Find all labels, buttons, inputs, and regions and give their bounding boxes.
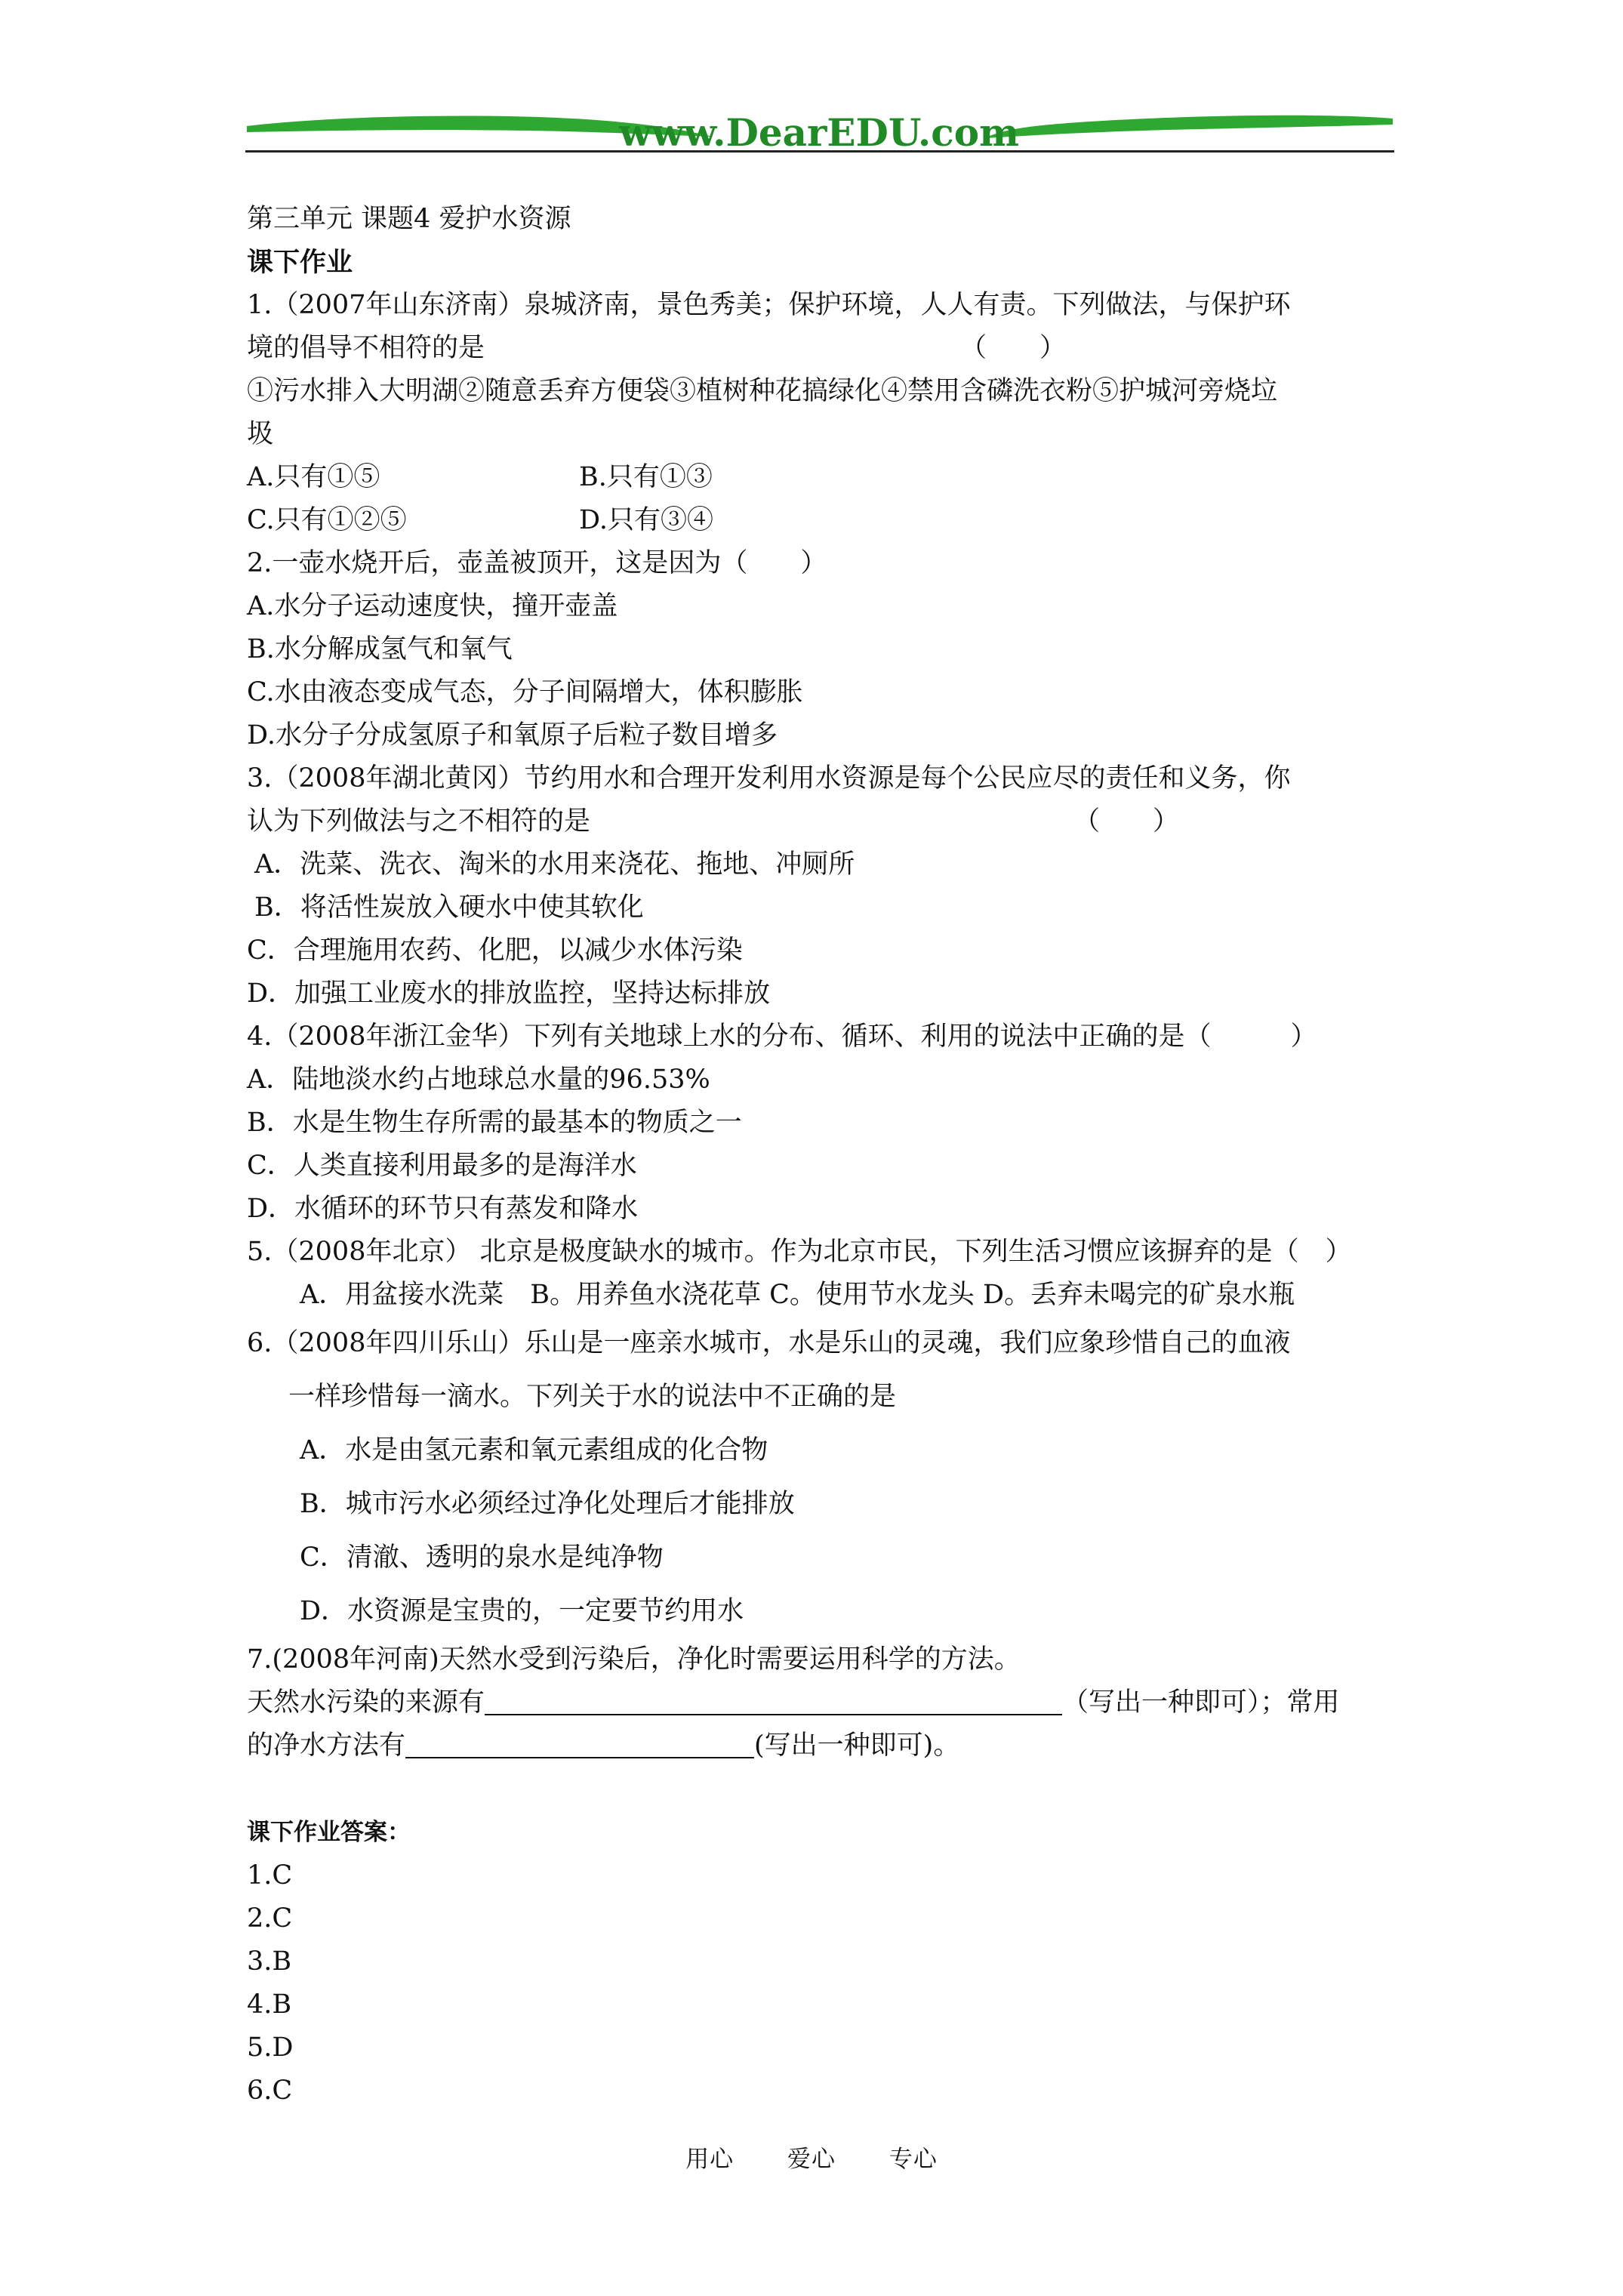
q1-options-row1 — [247, 456, 1402, 499]
q1-list-line1: ①污水排入大明湖②随意丢弃方便袋③植树种花搞绿化④禁用含磷洗衣粉⑤护城河旁烧垃 — [247, 376, 1278, 406]
q1-option-d: D.只有③④ — [579, 505, 713, 535]
q3-option-d: D．加强工业废水的排放监控，坚持达标排放 — [247, 978, 771, 1009]
q1-stem-line1: 1.（2007年山东济南）泉城济南，景色秀美；保护环境，人人有责。下列做法，与保护环 — [247, 290, 1291, 320]
q7-fill-line1 — [247, 1681, 1402, 1724]
q1-answer-paren: （ ） — [960, 333, 1067, 363]
q4-stem: 4.（2008年浙江金华）下列有关地球上水的分布、循环、利用的说法中正确的是（ ） — [247, 1022, 1317, 1052]
q2-option-d: D.水分子分成氢原子和氧原子后粒子数目增多 — [247, 720, 778, 750]
q3-option-b: B．将活性炭放入硬水中使其软化 — [254, 892, 644, 923]
q7-line1-prefix: 天然水污染的来源有 — [247, 1687, 485, 1718]
q1-option-c: C.只有①②⑤ — [247, 505, 407, 535]
q3-stem-text: 认为下列做法与之不相符的是 — [247, 806, 591, 837]
q2-option-a: A.水分子运动速度快，撞开壶盖 — [247, 591, 618, 621]
q6-option-b: B．城市污水必须经过净化处理后才能排放 — [300, 1489, 795, 1519]
answer-item: 5.D — [247, 2032, 294, 2063]
q4-option-a: A．陆地淡水约占地球总水量的96.53% — [247, 1065, 710, 1095]
answer-item: 4.B — [247, 1989, 292, 2020]
q6-stem-line2: 一样珍惜每一滴水。下列关于水的说法中不正确的是 — [288, 1382, 897, 1412]
document-body — [247, 198, 1402, 2113]
q6-option-a: A．水是由氢元素和氧元素组成的化合物 — [300, 1435, 768, 1465]
q3-option-a: A．洗菜、洗衣、淘米的水用来浇花、拖地、冲厕所 — [254, 849, 855, 880]
answers-title: 课下作业答案： — [247, 1819, 411, 1846]
q4-option-b: B．水是生物生存所需的最基本的物质之一 — [247, 1108, 742, 1138]
q7-purification-method-blank[interactable] — [405, 1730, 754, 1758]
q1-stem-text: 境的倡导不相符的是 — [247, 333, 485, 363]
answer-item: 3.B — [247, 1946, 292, 1977]
q7-fill-line2 — [247, 1724, 1402, 1767]
page-title: 第三单元 课题4 爱护水资源 — [247, 204, 571, 234]
site-url-text: www.DearEDU.com — [618, 110, 1020, 155]
q3-answer-paren: （ ） — [1073, 806, 1180, 837]
q2-option-c: C.水由液态变成气态，分子间隔增大，体积膨胀 — [247, 677, 803, 707]
answer-item: 6.C — [247, 2076, 293, 2106]
footer-word-3: 专心 — [888, 2146, 938, 2173]
section-title: 课下作业 — [247, 247, 353, 278]
header-rule — [245, 150, 1394, 153]
footer-word-1: 用心 — [685, 2146, 735, 2173]
q1-options-row2 — [247, 499, 1402, 542]
q5-options: A．用盆接水洗菜 B。用养鱼水浇花草 C。使用节水龙头 D。丢弃未喝完的矿泉水瓶 — [300, 1280, 1295, 1310]
site-header-banner — [245, 102, 1394, 162]
q7-line1-suffix: （写出一种即可）；常用 — [1062, 1687, 1340, 1718]
q7-line2-suffix: (写出一种即可)。 — [754, 1730, 960, 1761]
q2-option-b: B.水分解成氢气和氧气 — [247, 634, 513, 664]
footer-word-2: 爱心 — [787, 2146, 836, 2173]
q2-stem: 2.一壶水烧开后，壶盖被顶开，这是因为（ ） — [247, 548, 827, 578]
q6-stem-line1: 6.（2008年四川乐山）乐山是一座亲水城市，水是乐山的灵魂，我们应象珍惜自己的血液 — [247, 1328, 1291, 1358]
q6-option-d: D．水资源是宝贵的，一定要节约用水 — [300, 1596, 744, 1626]
header-swoosh-graphic — [245, 102, 1394, 162]
q6-option-c: C．清澈、透明的泉水是纯净物 — [300, 1542, 664, 1573]
answer-item: 1.C — [247, 1860, 293, 1891]
q3-stem-line2 — [247, 800, 1402, 843]
q3-option-c: C．合理施用农药、化肥，以减少水体污染 — [247, 935, 743, 966]
q7-stem: 7.(2008年河南)天然水受到污染后，净化时需要运用科学的方法。 — [247, 1644, 1021, 1675]
q7-pollution-source-blank[interactable] — [485, 1687, 1062, 1715]
q1-list-line2: 圾 — [247, 419, 274, 449]
q1-option-b: B.只有①③ — [579, 462, 713, 492]
q4-option-d: D．水循环的环节只有蒸发和降水 — [247, 1194, 639, 1224]
answer-item: 2.C — [247, 1903, 293, 1934]
q1-option-a: A.只有①⑤ — [247, 462, 380, 492]
q1-stem-line2 — [247, 327, 1402, 370]
page-footer — [0, 2140, 1623, 2174]
q4-option-c: C．人类直接利用最多的是海洋水 — [247, 1151, 637, 1181]
q3-stem-line1: 3.（2008年湖北黄冈）节约用水和合理开发利用水资源是每个公民应尽的责任和义务，你 — [247, 763, 1291, 794]
q5-stem: 5.（2008年北京） 北京是极度缺水的城市。作为北京市民，下列生活习惯应该摒弃的是（ ） — [247, 1237, 1352, 1267]
q7-line2-prefix: 的净水方法有 — [247, 1730, 406, 1761]
